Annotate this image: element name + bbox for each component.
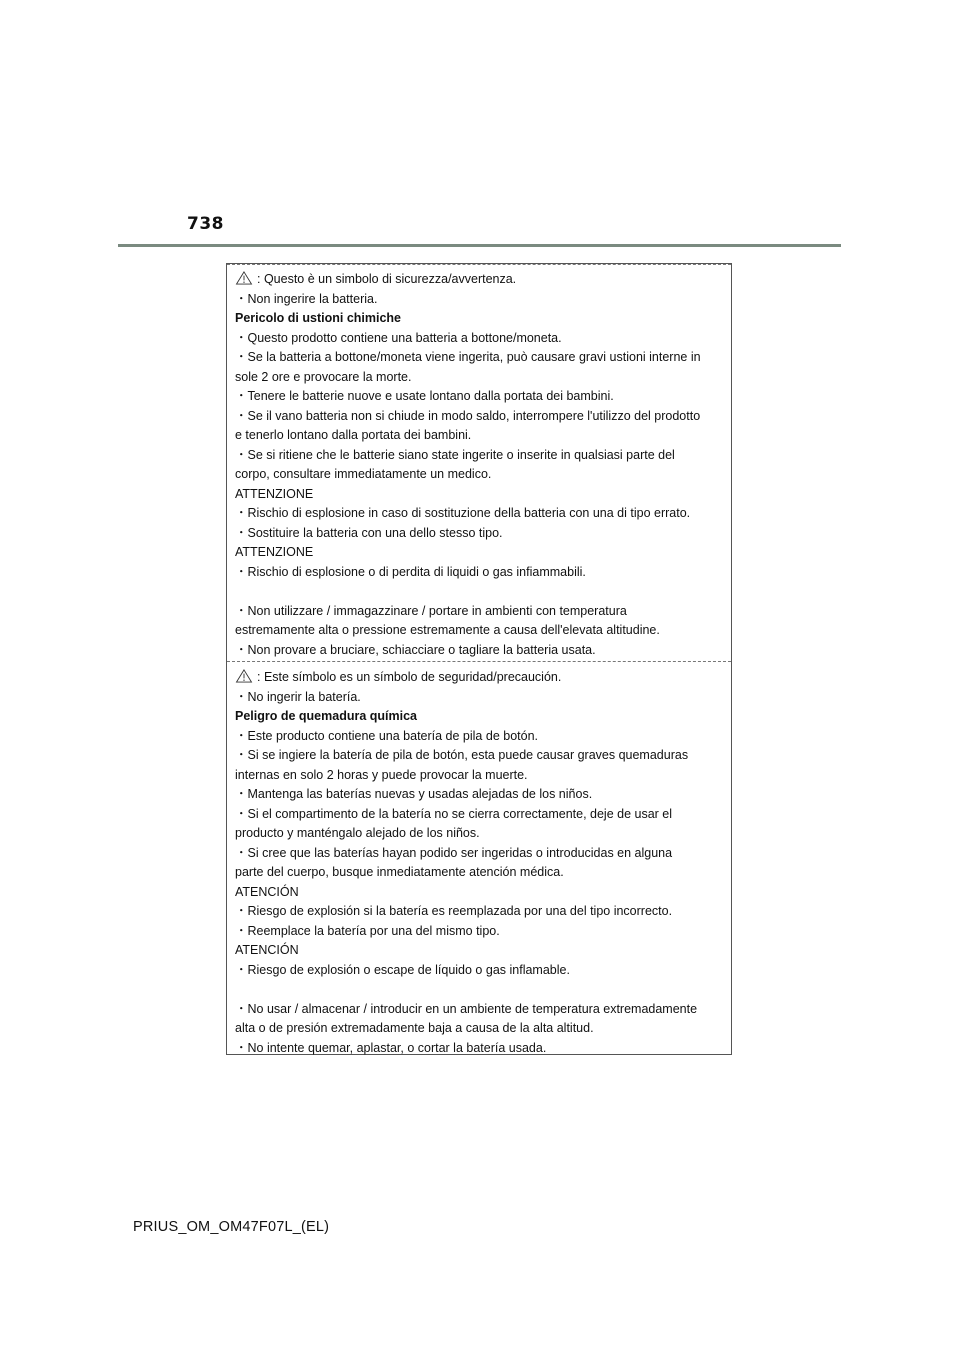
text-line: ・Si se ingiere la batería de pila de botón, esta puede causar graves quemaduras — [235, 748, 689, 762]
text-line: ・No usar / almacenar / introducir en un ambiente de temperatura extremadamente — [235, 1001, 698, 1016]
text-line: ・Si cree que las baterías hayan podido ser ingeridas o introducidas en alguna — [235, 845, 673, 860]
section-heading: Pericolo di ustioni chimiche — [235, 311, 402, 325]
spanish-warning-section — [227, 662, 731, 1054]
italian-warning-section — [227, 264, 731, 662]
warning-symbol-line-it — [235, 270, 731, 290]
document-code-footer: PRIUS_OM_OM47F07L_(EL) — [133, 1219, 330, 1235]
caution-heading: ATENCIÓN — [235, 884, 299, 899]
blank-line — [235, 980, 731, 1000]
warning-symbol-line-es — [235, 668, 731, 688]
text-line: corpo, consultare immediatamente un medico. — [235, 467, 492, 481]
caution-heading: ATTENZIONE — [235, 545, 314, 559]
text-line: ・No ingerir la batería. — [235, 689, 361, 704]
warning-symbol-text: : Este símbolo es un símbolo de seguridad/precaución. — [257, 670, 562, 684]
text-line: ・Sostituire la batteria con una dello stesso tipo. — [235, 525, 503, 540]
text-line: estremamente alta o pressione estremamente a causa dell'elevata altitudine. — [235, 623, 660, 637]
text-line: internas en solo 2 horas y puede provocar la muerte. — [235, 767, 528, 782]
text-line: ・Reemplace la batería por una del mismo tipo. — [235, 923, 500, 938]
page-number: 738 — [187, 214, 224, 234]
header-rule — [118, 244, 841, 247]
text-line: ・Tenere le batterie nuove e usate lontano dalla portata dei bambini. — [235, 389, 614, 403]
section-heading: Peligro de quemadura química — [235, 709, 417, 723]
text-line: ・Rischio di esplosione o di perdita di liquidi o gas infiammabili. — [235, 564, 586, 579]
warning-triangle-icon — [235, 669, 253, 683]
text-line: ・Riesgo de explosión o escape de líquido o gas inflamable. — [235, 962, 570, 977]
warning-triangle-icon — [235, 271, 253, 285]
text-line: parte del cuerpo, busque inmediatamente atención médica. — [235, 865, 564, 879]
text-line: ・Riesgo de explosión si la batería es reemplazada por una del tipo incorrecto. — [235, 904, 673, 918]
warning-symbol-text: : Questo è un simbolo di sicurezza/avvertenza. — [257, 272, 517, 286]
text-line: ・Mantenga las baterías nuevas y usadas alejadas de los niños. — [235, 787, 593, 801]
text-line: ・Se si ritiene che le batterie siano state ingerite o inserite in qualsiasi parte del — [235, 447, 675, 462]
text-line: sole 2 ore e provocare la morte. — [235, 369, 412, 384]
text-line: ・Non utilizzare / immagazzinare / portare in ambienti con temperatura — [235, 603, 627, 618]
text-line: producto y manténgalo alejado de los niños. — [235, 826, 480, 840]
caution-heading: ATTENZIONE — [235, 486, 314, 501]
text-line: ・Questo prodotto contiene una batteria a bottone/moneta. — [235, 330, 562, 345]
text-line: ・Rischio di esplosione in caso di sostituzione della batteria con una di tipo errato. — [235, 506, 691, 520]
battery-warning-box — [226, 263, 732, 1055]
text-line: ・No intente quemar, aplastar, o cortar la batería usada. — [235, 1040, 547, 1055]
blank-line — [235, 582, 731, 602]
text-line: ・Se il vano batteria non si chiude in modo saldo, interrompere l'utilizzo del prodotto — [235, 408, 701, 423]
text-line: ・Se la batteria a bottone/moneta viene ingerita, può causare gravi ustioni interne in — [235, 350, 701, 364]
text-line: ・Non provare a bruciare, schiacciare o tagliare la batteria usata. — [235, 642, 596, 657]
text-line: ・Si el compartimento de la batería no se cierra correctamente, deje de usar el — [235, 806, 673, 821]
text-line: ・Non ingerire la batteria. — [235, 291, 378, 306]
caution-heading: ATENCIÓN — [235, 943, 299, 957]
text-line: ・Este producto contiene una batería de pila de botón. — [235, 728, 538, 743]
text-line: alta o de presión extremadamente baja a causa de la alta altitud. — [235, 1021, 594, 1035]
text-line: e tenerlo lontano dalla portata dei bambini. — [235, 428, 472, 442]
